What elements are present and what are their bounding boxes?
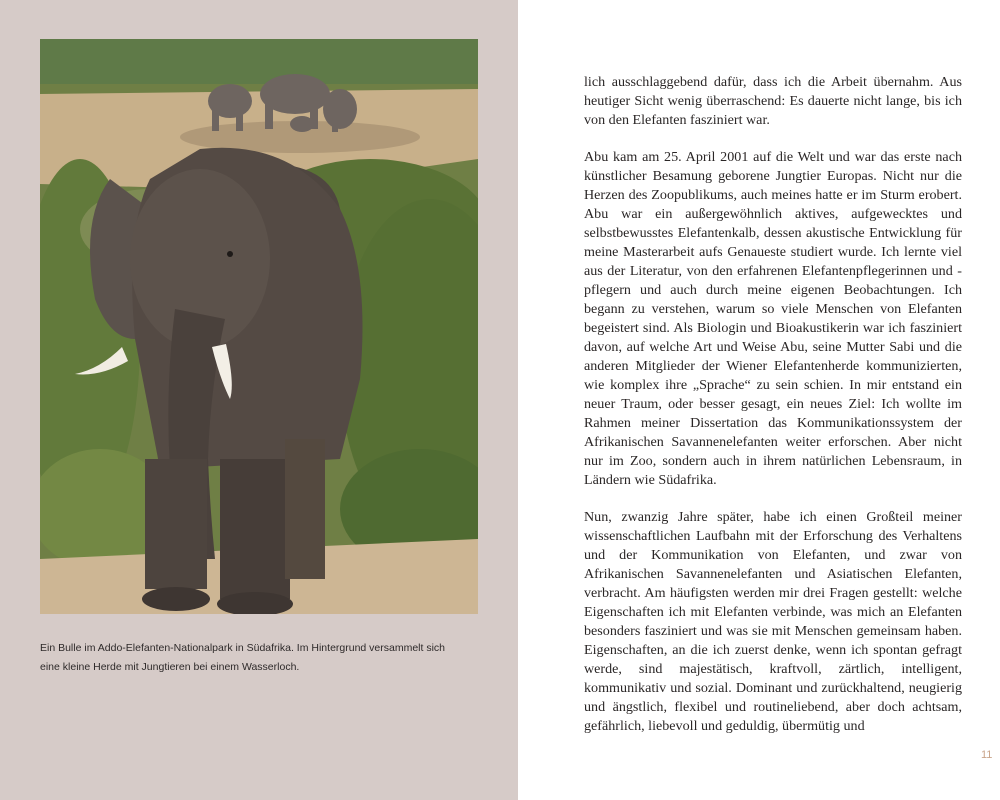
paragraph-1: lich ausschlaggebend dafür, dass ich die Arbeit übernahm. Aus heutiger Sicht wenig überraschend: Es dauerte nicht lange, bis ich von den Elefanten fasziniert war. — [584, 74, 962, 128]
paragraph-3: Nun, zwanzig Jahre später, habe ich einen Großteil meiner wissenschaftlichen Laufbahn mit der Erforschung des Verhaltens und der Kommunikation von Elefanten, und zwar von Afrikanischen Savannenelefanten und Asiatischen Elefanten, verbracht. Am häufigsten werden mir drei Fragen gestellt: welche Eigenschaften ich mit Elefanten verbinde, was mich an Elefanten besonders fasziniert und was sie mit Menschen gemeinsam haben. Eigenschaften, an die ich zuerst denke, wenn ich spontan gefragt werde, sind majestätisch, kraftvoll, zärtlich, intelligent, kommunikativ und sozial. Dominant und zurückhaltend, neugierig und ängstlich, flexibel und routineliebend, aber doch achtsam, gefährlich, liebevoll und geduldig, übermütig und — [584, 509, 962, 734]
page-number: 11 — [981, 749, 993, 761]
photo-caption: Ein Bulle im Addo-Elefanten-Nationalpark in Südafrika. Im Hintergrund versammelt sich eine kleine Herde mit Jungtieren bei einem Wasserloch. — [40, 642, 446, 673]
body-text — [584, 73, 962, 736]
elephant-photo — [40, 39, 478, 614]
paragraph-2: Abu kam am 25. April 2001 auf die Welt und war das erste nach künstlicher Besamung geborene Jungtier Europas. Nicht nur die Herzen des Zoopublikums, auch meines hatte er im Sturm erobert. Abu war ein außergewöhnlich aktives, aufgewecktes und selbstbewusstes Elefantenkalb, dessen akustische Entwicklung für meine Masterarbeit aufs Genaueste studiert wurde. Ich lernte viel aus der Literatur, von den erfahrenen Elefantenpflegerinnen und -pflegern und auch durch meine eigenen Beobachtungen. Ich begann zu verstehen, warum so viele Menschen von Elefanten begeistert sind. Als Biologin und Bioakustikerin war ich fasziniert davon, auf welche Art und Weise Abu, seine Mutter Sabi und die anderen Mitglieder der Wiener Elefantenherde kommunizierten, wie komplex ihre „Sprache“ zu sein schien. In mir entstand ein neuer Traum, oder besser gesagt, ein neues Ziel: Ich wollte im Rahmen meiner Dissertation das Kommunikationssystem der Afrikanischen Savannenelefanten weiter erforschen. Aber nicht nur im Zoo, sondern auch in ihrem natürlichen Lebensraum, in Ländern wie Südafrika. — [584, 149, 962, 488]
